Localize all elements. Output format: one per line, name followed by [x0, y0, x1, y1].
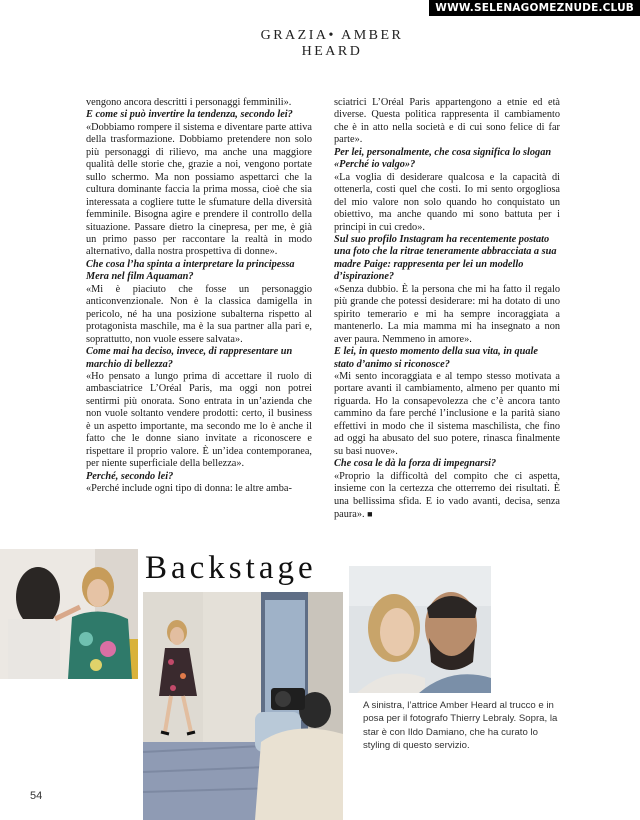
paragraph: «La voglia di desiderare qualcosa e la capacità di ottenerla, costi quel che costi. Io mi sento orgogliosa del mio valore non solo quando ho conquistato un obiettivo, ma anche quando mi sono battuta per i principi in cui credo». — [334, 171, 560, 233]
question: Per lei, personalmente, che cosa significa lo slogan «Perché io valgo»? — [334, 146, 552, 171]
question: E lei, in questo momento della sua vita, in quale stato d’animo si riconosce? — [334, 346, 538, 370]
running-head: GRAZIA• AMBER HEARD — [260, 28, 404, 59]
selfie-photo — [349, 566, 491, 693]
makeup-photo — [0, 549, 138, 679]
article-left-column — [86, 97, 312, 496]
paragraph: «Dobbiamo rompere il sistema e diventare parte attiva della trasformazione. Dobbiamo pretendere non solo più personaggi di rilievo, ma anche una maggiore qualità delle storie che, grazie a noi, vengono portate sullo schermo. Ma non possiamo aspettarci che la cultura dominante faccia la prima mossa, cioè che sia interessata a cogliere tutte le sfumature della diversità femminile. Bisogna agire e prendere il controllo della situazione. Passare dietro la cinepresa, per me, è già un primo passo per raccontare la realtà in modo alternativo, dalla nostra prospettiva di donne». — [86, 121, 312, 258]
paragraph — [334, 471, 560, 522]
photo-caption: A sinistra, l’attrice Amber Heard al trucco e in posa per il fotografo Thierry Lebraly. Sopra, la star è con Ildo Damiano, che ha curato lo styling di questo servizio. — [363, 700, 558, 751]
question: E come si può invertire la tendenza, secondo lei? — [86, 109, 293, 121]
paragraph: «Senza dubbio. È la persona che mi ha fatto il regalo più grande che potessi desiderare: mi ha dotato di uno spirito temerario e mi ha sempre incoraggiata a mantenerlo. La mia mamma mi ha insegnato a non aver paura. Nemmeno in amore». — [334, 283, 560, 345]
paragraph: sciatrici L’Oréal Paris appartengono a etnie ed età diverse. Questa politica rappresenta il cambiamento che è in atto nella società e di cui sono felice di far parte». — [334, 97, 560, 146]
question: Che cosa l’ha spinta a interpretare la principessa Mera nel film Aquaman? — [86, 258, 295, 283]
question: Come mai ha deciso, invece, di rappresentare un marchio di bellezza? — [86, 346, 293, 370]
question: Perché, secondo lei? — [86, 470, 174, 482]
backstage-title: Backstage — [145, 550, 317, 586]
photoshoot-photo — [143, 592, 343, 820]
question: Che cosa le dà la forza di impegnarsi? — [334, 458, 497, 470]
page-number: 54 — [30, 790, 43, 802]
paragraph: «Ho pensato a lungo prima di accettare il ruolo di ambasciatrice L’Oréal Paris, ma oggi non potrei sentirmi più onorata. Sono entrata in un’azienda che non vuole soltanto vendere prodotti: certo, il business è un aspetto importante, ma secondo me lo è anche il fatto che le donne siano invitate a riconoscere e rispettare il proprio valore. È un’idea contemporanea, per niente superficiale della bellezza». — [86, 370, 312, 470]
article-right-column — [334, 97, 560, 521]
paragraph: «Perché include ogni tipo di donna: le altre amba- — [86, 483, 292, 495]
watermark: WWW.SELENAGOMEZNUDE.CLUB — [429, 0, 640, 16]
paragraph: vengono ancora descritti i personaggi femminili». — [86, 97, 292, 108]
end-mark-icon: ■ — [367, 508, 373, 519]
paragraph: «Mi sento incoraggiata e al tempo stesso motivata a portare avanti il cambiamento, almeno per quanto mi riguarda. Ho la consapevolezza che c’è ancora tanto cammino da fare perché l’inclusione e la parità siano effettivi in modo che il sistema maschilista, che fino ad oggi ha abusato del suo potere, rinasca finalmente su basi nuove». — [334, 370, 560, 457]
paragraph-text: «Proprio la difficoltà del compito che ci aspetta, insieme con la certezza che otterremo dei risultati. È una bellissima sfida. E io vado avanti, decisa, senza paura». — [334, 470, 560, 520]
question: Sul suo profilo Instagram ha recentemente postato una foto che la ritrae teneramente abbracciata a sua madre Paige: rappresenta per lei un modello d’ispirazione? — [334, 233, 557, 283]
paragraph: «Mi è piaciuto che fosse un personaggio anticonvenzionale. Non è la classica damigella in pericolo, né ha una posizione subalterna rispetto al protagonista maschile, ma è la sua partner alla pari e, soprattutto, non vuole essere salvata». — [86, 283, 312, 345]
